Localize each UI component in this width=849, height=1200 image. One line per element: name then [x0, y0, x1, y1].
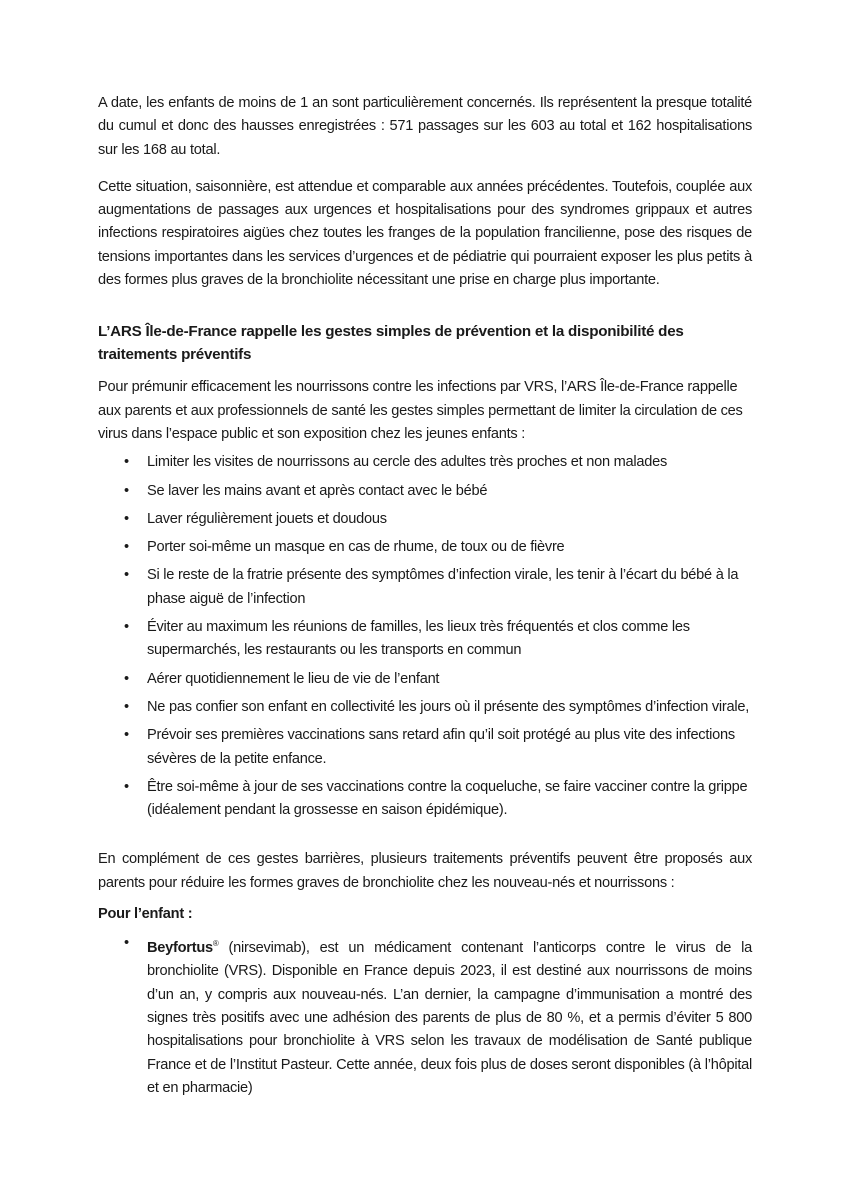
bullet-icon: •	[124, 510, 129, 527]
drug-description: (nirsevimab), est un médicament contenant l’anticorps contre le virus de la bronchiolite (VRS). Disponible en France depuis 2023, il est destiné aux nourrissons de moins d’un an, y compris aux nouveau-nés. L’an dernier, la campagne d’immunisation a montré des signes très positifs avec une adhésion des parents de plus de 80 %, et a permis d’éviter 5 800 hospitalisations pour bronchiolite à VRS selon les travaux de modélisation de Santé publique France et de l’Institut Pasteur. Cette année, deux fois plus de doses seront disponibles (à l’hôpital et en pharmacie)	[147, 940, 752, 1096]
list-item	[98, 564, 752, 611]
bullet-icon: •	[124, 454, 129, 471]
list-item-text: Limiter les visites de nourrissons au cercle des adultes très proches et non malades	[147, 454, 668, 471]
list-item-text: Ne pas confier son enfant en collectivité les jours où il présente des symptômes d’infection virale,	[147, 698, 750, 715]
paragraph-children-stats: A date, les enfants de moins de 1 an sont particulièrement concernés. Ils représentent la presque totalité du cumul et donc des hausses enregistrées : 571 passages sur les 603 au total et 162 hospitalisations sur les 168 au total.	[98, 95, 752, 158]
drug-name: Beyfortus	[147, 940, 213, 957]
list-item	[98, 508, 752, 531]
bullet-icon: •	[124, 619, 129, 636]
registered-mark: ®	[212, 939, 219, 949]
list-item	[98, 696, 752, 719]
list-item-text: Aérer quotidiennement le lieu de vie de l’enfant	[147, 670, 440, 687]
bullet-icon: •	[124, 482, 129, 499]
bullet-icon: •	[124, 567, 129, 584]
treatment-list	[98, 932, 752, 1100]
list-item-text: Être soi-même à jour de ses vaccinations contre la coqueluche, se faire vacciner contre la grippe (idéalement pendant la grossesse en saison épidémique).	[147, 778, 748, 819]
list-item-beyfortus	[98, 932, 752, 1100]
bullet-icon: •	[124, 727, 129, 744]
list-item	[98, 668, 752, 691]
list-item-text: Si le reste de la fratrie présente des symptômes d’infection virale, les tenir à l’écart du bébé à la phase aiguë de l’infection	[147, 567, 739, 607]
list-item	[98, 480, 752, 503]
list-item	[98, 451, 752, 474]
prevention-list	[98, 451, 752, 822]
list-item-text: Éviter au maximum les réunions de familles, les lieux très fréquentés et clos comme les supermarchés, les restaurants ou les transports en commun	[147, 619, 690, 659]
list-item	[98, 536, 752, 559]
bullet-icon: •	[124, 935, 129, 952]
subheading-child: Pour l’enfant :	[98, 906, 193, 923]
section-heading: L’ARS Île-de-France rappelle les gestes simples de prévention et la disponibilité des traitements préventifs	[98, 323, 684, 364]
paragraph-treatments-intro: En complément de ces gestes barrières, plusieurs traitements préventifs peuvent être proposés aux parents pour réduire les formes graves de bronchiolite chez les nouveau-nés et nourrissons :	[98, 851, 752, 891]
bullet-icon: •	[124, 670, 129, 687]
list-item	[98, 776, 752, 823]
list-item-text: Prévoir ses premières vaccinations sans retard afin qu’il soit protégé au plus vite des infections sévères de la petite enfance.	[147, 727, 735, 767]
list-item-text: Laver régulièrement jouets et doudous	[147, 510, 387, 527]
bullet-icon: •	[124, 698, 129, 715]
bullet-icon: •	[124, 778, 129, 795]
list-item-text: Porter soi-même un masque en cas de rhume, de toux ou de fièvre	[147, 539, 565, 556]
document-page	[98, 92, 752, 1105]
paragraph-prevention-intro: Pour prémunir efficacement les nourrissons contre les infections par VRS, l’ARS Île-de-France rappelle aux parents et aux professionnels de santé les gestes simples permettant de limiter la circulation de ces virus dans l’espace public et son exposition chez les jeunes enfants :	[98, 379, 743, 442]
bullet-icon: •	[124, 539, 129, 556]
list-item	[98, 616, 752, 663]
list-item	[98, 724, 752, 771]
paragraph-situation: Cette situation, saisonnière, est attendue et comparable aux années précédentes. Toutefois, couplée aux augmentations de passages aux urgences et hospitalisations pour des syndromes grippaux et autres infections respiratoires aigües chez toutes les franges de la population francilienne, pose des risques de tensions importantes dans les services d’urgences et de pédiatrie qui pourraient exposer les plus petits à des formes plus graves de la bronchiolite nécessitant une prise en charge plus importante.	[98, 178, 752, 289]
list-item-text: Se laver les mains avant et après contact avec le bébé	[147, 482, 488, 499]
